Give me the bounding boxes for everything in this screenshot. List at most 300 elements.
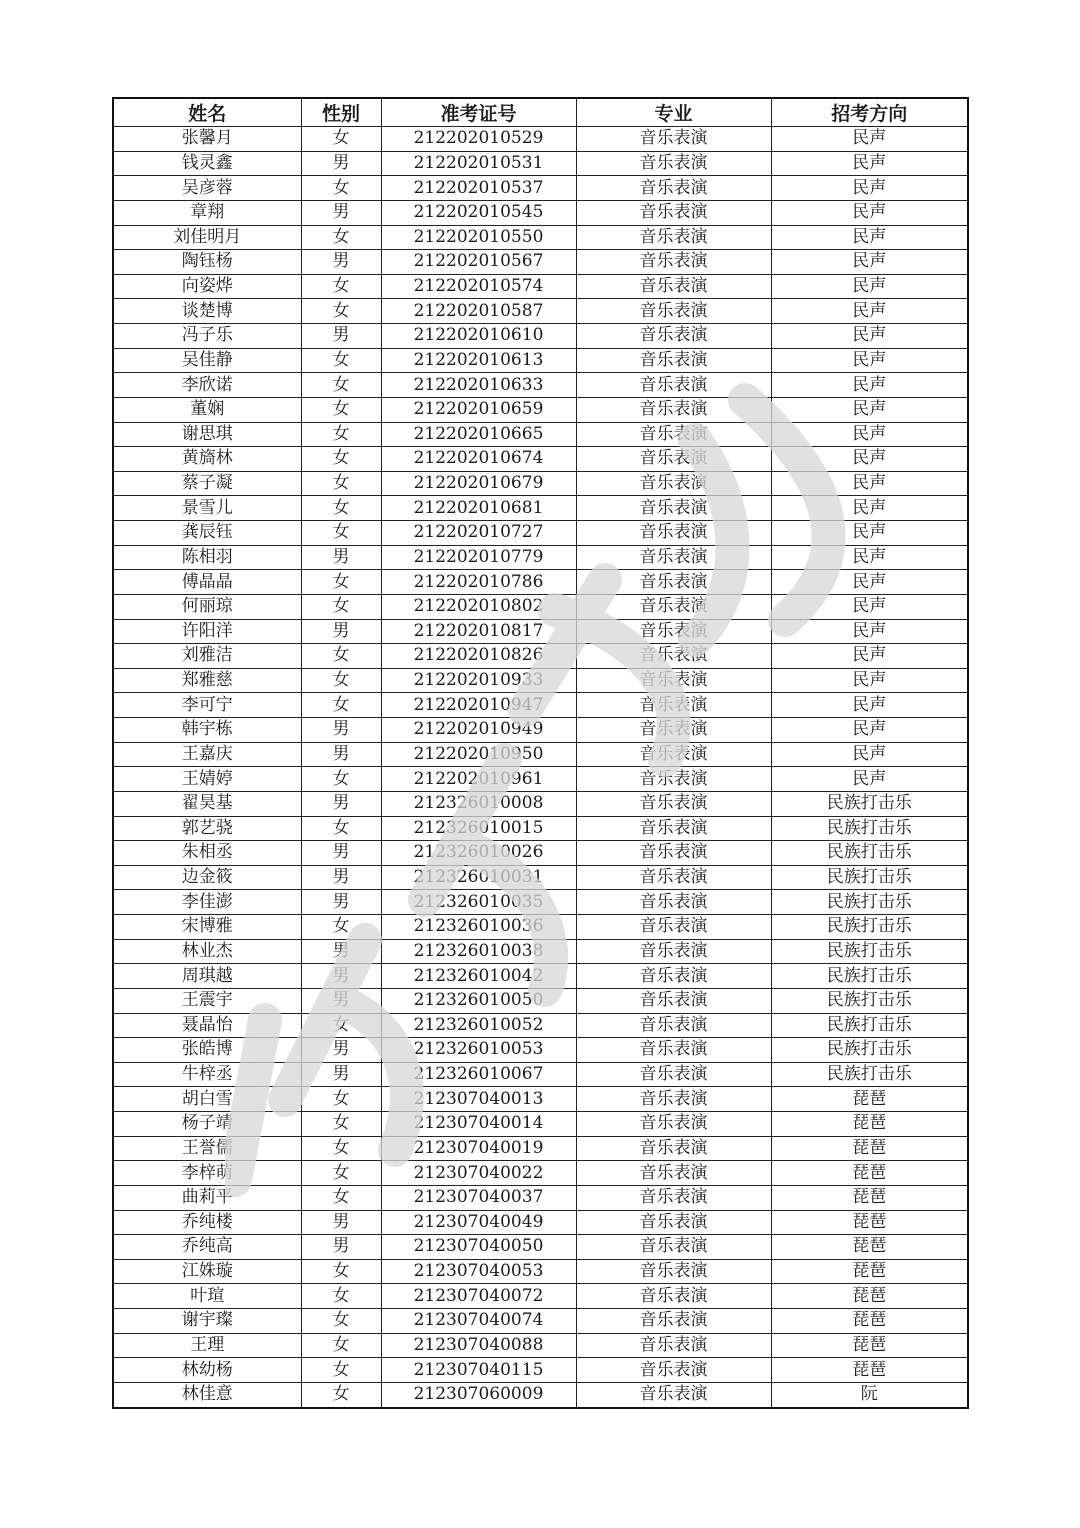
cell-name: 谢思琪 — [113, 422, 301, 447]
table-row — [113, 644, 968, 669]
table-row — [113, 1259, 968, 1284]
cell-major: 音乐表演 — [576, 274, 771, 299]
cell-major: 音乐表演 — [576, 447, 771, 472]
cell-name: 郭艺骁 — [113, 816, 301, 841]
cell-major: 音乐表演 — [576, 471, 771, 496]
cell-gender: 女 — [301, 299, 381, 324]
cell-exam-id: 212202010610 — [381, 324, 576, 349]
cell-exam-id: 212326010053 — [381, 1038, 576, 1063]
cell-gender: 女 — [301, 1013, 381, 1038]
cell-major: 音乐表演 — [576, 767, 771, 792]
cell-gender: 男 — [301, 1038, 381, 1063]
header-direction: 招考方向 — [771, 98, 968, 127]
cell-name: 宋博雅 — [113, 915, 301, 940]
cell-exam-id: 212307040037 — [381, 1185, 576, 1210]
cell-direction: 民声 — [771, 644, 968, 669]
cell-gender: 女 — [301, 422, 381, 447]
cell-name: 陈相羽 — [113, 545, 301, 570]
table-row — [113, 127, 968, 152]
cell-major: 音乐表演 — [576, 1038, 771, 1063]
cell-exam-id: 212202010826 — [381, 644, 576, 669]
cell-name: 江姝璇 — [113, 1259, 301, 1284]
cell-exam-id: 212202010933 — [381, 668, 576, 693]
cell-name: 王誉儒 — [113, 1136, 301, 1161]
cell-name: 李欣诺 — [113, 373, 301, 398]
table-row — [113, 422, 968, 447]
cell-direction: 民声 — [771, 422, 968, 447]
cell-exam-id: 212326010026 — [381, 841, 576, 866]
cell-gender: 男 — [301, 1210, 381, 1235]
cell-exam-id: 212307060009 — [381, 1382, 576, 1407]
cell-name: 钱灵鑫 — [113, 151, 301, 176]
cell-name: 李佳澎 — [113, 890, 301, 915]
cell-name: 谢宇璨 — [113, 1309, 301, 1334]
cell-name: 龚辰钰 — [113, 521, 301, 546]
cell-name: 黄旖林 — [113, 447, 301, 472]
cell-gender: 女 — [301, 693, 381, 718]
table-row — [113, 939, 968, 964]
cell-gender: 女 — [301, 447, 381, 472]
header-name: 姓名 — [113, 98, 301, 127]
cell-name: 翟昊基 — [113, 791, 301, 816]
cell-major: 音乐表演 — [576, 964, 771, 989]
cell-gender: 男 — [301, 791, 381, 816]
cell-direction: 民声 — [771, 570, 968, 595]
cell-name: 何丽琼 — [113, 594, 301, 619]
cell-direction: 民声 — [771, 447, 968, 472]
table-row — [113, 594, 968, 619]
cell-gender: 男 — [301, 964, 381, 989]
table-row — [113, 619, 968, 644]
cell-gender: 女 — [301, 348, 381, 373]
cell-direction: 阮 — [771, 1382, 968, 1407]
cell-name: 乔纯高 — [113, 1235, 301, 1260]
cell-gender: 女 — [301, 397, 381, 422]
cell-name: 张皓博 — [113, 1038, 301, 1063]
cell-gender: 女 — [301, 594, 381, 619]
cell-exam-id: 212202010947 — [381, 693, 576, 718]
cell-major: 音乐表演 — [576, 594, 771, 619]
cell-name: 陶钰杨 — [113, 250, 301, 275]
cell-exam-id: 212202010531 — [381, 151, 576, 176]
header-major: 专业 — [576, 98, 771, 127]
cell-direction: 琵琶 — [771, 1087, 968, 1112]
table-row — [113, 718, 968, 743]
cell-name: 刘雅洁 — [113, 644, 301, 669]
cell-direction: 琵琶 — [771, 1210, 968, 1235]
cell-gender: 男 — [301, 988, 381, 1013]
cell-direction: 民声 — [771, 693, 968, 718]
table-row — [113, 668, 968, 693]
cell-gender: 男 — [301, 200, 381, 225]
cell-major: 音乐表演 — [576, 1161, 771, 1186]
cell-gender: 女 — [301, 521, 381, 546]
cell-exam-id: 212307040022 — [381, 1161, 576, 1186]
table-row — [113, 348, 968, 373]
cell-name: 王震宇 — [113, 988, 301, 1013]
cell-name: 吴彦蓉 — [113, 176, 301, 201]
cell-gender: 女 — [301, 274, 381, 299]
table-row — [113, 693, 968, 718]
cell-major: 音乐表演 — [576, 668, 771, 693]
table-row — [113, 545, 968, 570]
table-body — [113, 127, 968, 1408]
cell-major: 音乐表演 — [576, 816, 771, 841]
table-row — [113, 1087, 968, 1112]
table-row — [113, 1358, 968, 1383]
cell-exam-id: 212202010779 — [381, 545, 576, 570]
cell-exam-id: 212307040115 — [381, 1358, 576, 1383]
table-row — [113, 1333, 968, 1358]
cell-name: 董娴 — [113, 397, 301, 422]
cell-direction: 民声 — [771, 668, 968, 693]
cell-exam-id: 212202010961 — [381, 767, 576, 792]
cell-name: 章翔 — [113, 200, 301, 225]
header-row — [113, 98, 968, 127]
cell-gender: 男 — [301, 865, 381, 890]
cell-exam-id: 212202010633 — [381, 373, 576, 398]
cell-exam-id: 212202010567 — [381, 250, 576, 275]
cell-exam-id: 212202010817 — [381, 619, 576, 644]
cell-gender: 女 — [301, 668, 381, 693]
cell-direction: 民族打击乐 — [771, 890, 968, 915]
cell-exam-id: 212307040013 — [381, 1087, 576, 1112]
table-row — [113, 151, 968, 176]
cell-major: 音乐表演 — [576, 348, 771, 373]
cell-direction: 民声 — [771, 545, 968, 570]
cell-exam-id: 212307040053 — [381, 1259, 576, 1284]
table-row — [113, 816, 968, 841]
cell-gender: 女 — [301, 1112, 381, 1137]
cell-name: 冯子乐 — [113, 324, 301, 349]
cell-exam-id: 212202010550 — [381, 225, 576, 250]
cell-exam-id: 212326010035 — [381, 890, 576, 915]
cell-exam-id: 212202010613 — [381, 348, 576, 373]
cell-name: 牛梓丞 — [113, 1062, 301, 1087]
table-row — [113, 1185, 968, 1210]
cell-direction: 琵琶 — [771, 1235, 968, 1260]
cell-gender: 女 — [301, 1309, 381, 1334]
cell-major: 音乐表演 — [576, 1284, 771, 1309]
cell-gender: 女 — [301, 816, 381, 841]
cell-gender: 女 — [301, 225, 381, 250]
cell-name: 林佳意 — [113, 1382, 301, 1407]
cell-major: 音乐表演 — [576, 1259, 771, 1284]
cell-direction: 民声 — [771, 594, 968, 619]
cell-name: 王婧婷 — [113, 767, 301, 792]
cell-exam-id: 212307040050 — [381, 1235, 576, 1260]
cell-gender: 女 — [301, 176, 381, 201]
cell-major: 音乐表演 — [576, 718, 771, 743]
cell-name: 傅晶晶 — [113, 570, 301, 595]
table-row — [113, 1284, 968, 1309]
cell-exam-id: 212307040074 — [381, 1309, 576, 1334]
cell-direction: 民族打击乐 — [771, 1038, 968, 1063]
cell-direction: 琵琶 — [771, 1333, 968, 1358]
cell-gender: 女 — [301, 496, 381, 521]
cell-name: 张馨月 — [113, 127, 301, 152]
cell-gender: 女 — [301, 1087, 381, 1112]
table-row — [113, 496, 968, 521]
cell-major: 音乐表演 — [576, 299, 771, 324]
table-row — [113, 964, 968, 989]
cell-direction: 民声 — [771, 521, 968, 546]
cell-major: 音乐表演 — [576, 644, 771, 669]
cell-major: 音乐表演 — [576, 1112, 771, 1137]
table-row — [113, 1210, 968, 1235]
cell-major: 音乐表演 — [576, 841, 771, 866]
cell-gender: 女 — [301, 1136, 381, 1161]
cell-direction: 琵琶 — [771, 1309, 968, 1334]
cell-exam-id: 212307040072 — [381, 1284, 576, 1309]
cell-gender: 男 — [301, 939, 381, 964]
table-row — [113, 570, 968, 595]
cell-exam-id: 212202010786 — [381, 570, 576, 595]
table-row — [113, 1112, 968, 1137]
cell-gender: 女 — [301, 644, 381, 669]
cell-direction: 民声 — [771, 718, 968, 743]
cell-gender: 男 — [301, 1235, 381, 1260]
cell-gender: 女 — [301, 1161, 381, 1186]
cell-direction: 民族打击乐 — [771, 841, 968, 866]
cell-direction: 琵琶 — [771, 1136, 968, 1161]
table-row — [113, 1013, 968, 1038]
cell-exam-id: 212202010949 — [381, 718, 576, 743]
cell-name: 许阳洋 — [113, 619, 301, 644]
cell-exam-id: 212326010052 — [381, 1013, 576, 1038]
cell-name: 李梓萌 — [113, 1161, 301, 1186]
cell-major: 音乐表演 — [576, 496, 771, 521]
cell-major: 音乐表演 — [576, 865, 771, 890]
cell-direction: 民声 — [771, 299, 968, 324]
cell-name: 林业杰 — [113, 939, 301, 964]
cell-direction: 民族打击乐 — [771, 791, 968, 816]
cell-gender: 男 — [301, 1062, 381, 1087]
cell-name: 杨子靖 — [113, 1112, 301, 1137]
cell-gender: 女 — [301, 127, 381, 152]
cell-direction: 民声 — [771, 176, 968, 201]
cell-gender: 女 — [301, 1259, 381, 1284]
table-row — [113, 890, 968, 915]
cell-direction: 民声 — [771, 200, 968, 225]
cell-exam-id: 212326010008 — [381, 791, 576, 816]
table-row — [113, 791, 968, 816]
cell-direction: 民族打击乐 — [771, 964, 968, 989]
cell-exam-id: 212326010042 — [381, 964, 576, 989]
cell-major: 音乐表演 — [576, 151, 771, 176]
cell-gender: 女 — [301, 1333, 381, 1358]
cell-direction: 琵琶 — [771, 1185, 968, 1210]
cell-exam-id: 212326010031 — [381, 865, 576, 890]
cell-major: 音乐表演 — [576, 1333, 771, 1358]
cell-gender: 女 — [301, 570, 381, 595]
cell-gender: 女 — [301, 1358, 381, 1383]
cell-major: 音乐表演 — [576, 176, 771, 201]
cell-exam-id: 212202010545 — [381, 200, 576, 225]
cell-gender: 男 — [301, 324, 381, 349]
cell-gender: 男 — [301, 841, 381, 866]
cell-gender: 女 — [301, 1284, 381, 1309]
cell-direction: 民族打击乐 — [771, 865, 968, 890]
cell-major: 音乐表演 — [576, 791, 771, 816]
cell-direction: 民族打击乐 — [771, 988, 968, 1013]
cell-major: 音乐表演 — [576, 570, 771, 595]
table-row — [113, 1309, 968, 1334]
cell-name: 景雪儿 — [113, 496, 301, 521]
cell-gender: 女 — [301, 1185, 381, 1210]
cell-major: 音乐表演 — [576, 324, 771, 349]
cell-gender: 男 — [301, 619, 381, 644]
cell-exam-id: 212326010036 — [381, 915, 576, 940]
cell-major: 音乐表演 — [576, 890, 771, 915]
cell-major: 音乐表演 — [576, 1210, 771, 1235]
cell-gender: 女 — [301, 373, 381, 398]
cell-direction: 民族打击乐 — [771, 816, 968, 841]
cell-name: 林幼杨 — [113, 1358, 301, 1383]
cell-exam-id: 212202010665 — [381, 422, 576, 447]
cell-direction: 民声 — [771, 225, 968, 250]
table-row — [113, 176, 968, 201]
cell-direction: 民声 — [771, 619, 968, 644]
cell-direction: 民声 — [771, 324, 968, 349]
cell-major: 音乐表演 — [576, 422, 771, 447]
cell-direction: 民族打击乐 — [771, 1013, 968, 1038]
cell-major: 音乐表演 — [576, 373, 771, 398]
cell-exam-id: 212202010674 — [381, 447, 576, 472]
cell-name: 郑雅慈 — [113, 668, 301, 693]
cell-name: 韩宇栋 — [113, 718, 301, 743]
cell-exam-id: 212202010659 — [381, 397, 576, 422]
cell-gender: 男 — [301, 718, 381, 743]
cell-name: 叶瑄 — [113, 1284, 301, 1309]
cell-major: 音乐表演 — [576, 915, 771, 940]
cell-name: 王理 — [113, 1333, 301, 1358]
cell-gender: 女 — [301, 915, 381, 940]
cell-direction: 琵琶 — [771, 1112, 968, 1137]
cell-direction: 民声 — [771, 127, 968, 152]
cell-name: 李可宁 — [113, 693, 301, 718]
admission-list-table — [112, 97, 969, 1409]
table-row — [113, 200, 968, 225]
cell-gender: 男 — [301, 890, 381, 915]
cell-gender: 女 — [301, 767, 381, 792]
cell-major: 音乐表演 — [576, 1382, 771, 1407]
cell-direction: 琵琶 — [771, 1161, 968, 1186]
cell-gender: 男 — [301, 250, 381, 275]
cell-name: 边金筱 — [113, 865, 301, 890]
cell-exam-id: 212326010050 — [381, 988, 576, 1013]
table-row — [113, 225, 968, 250]
cell-exam-id: 212326010067 — [381, 1062, 576, 1087]
cell-exam-id: 212202010950 — [381, 742, 576, 767]
cell-major: 音乐表演 — [576, 693, 771, 718]
cell-major: 音乐表演 — [576, 1062, 771, 1087]
table-row — [113, 1136, 968, 1161]
cell-name: 蔡子凝 — [113, 471, 301, 496]
cell-major: 音乐表演 — [576, 1136, 771, 1161]
cell-name: 周琪越 — [113, 964, 301, 989]
table-row — [113, 447, 968, 472]
cell-name: 谈楚博 — [113, 299, 301, 324]
cell-direction: 民声 — [771, 373, 968, 398]
cell-exam-id: 212202010802 — [381, 594, 576, 619]
cell-gender: 男 — [301, 151, 381, 176]
table-row — [113, 1161, 968, 1186]
cell-major: 音乐表演 — [576, 200, 771, 225]
cell-direction: 民族打击乐 — [771, 939, 968, 964]
cell-major: 音乐表演 — [576, 250, 771, 275]
cell-exam-id: 212202010574 — [381, 274, 576, 299]
cell-direction: 民声 — [771, 250, 968, 275]
cell-direction: 琵琶 — [771, 1259, 968, 1284]
cell-major: 音乐表演 — [576, 545, 771, 570]
cell-gender: 男 — [301, 742, 381, 767]
cell-exam-id: 212202010587 — [381, 299, 576, 324]
cell-major: 音乐表演 — [576, 127, 771, 152]
cell-exam-id: 212326010015 — [381, 816, 576, 841]
cell-exam-id: 212307040049 — [381, 1210, 576, 1235]
header-gender: 性别 — [301, 98, 381, 127]
cell-major: 音乐表演 — [576, 1235, 771, 1260]
cell-gender: 男 — [301, 545, 381, 570]
cell-name: 曲莉平 — [113, 1185, 301, 1210]
table-row — [113, 1382, 968, 1407]
cell-direction: 民族打击乐 — [771, 915, 968, 940]
cell-direction: 民声 — [771, 151, 968, 176]
table-row — [113, 373, 968, 398]
cell-direction: 民声 — [771, 471, 968, 496]
table-header — [113, 98, 968, 127]
cell-name: 聂晶怡 — [113, 1013, 301, 1038]
cell-direction: 民声 — [771, 348, 968, 373]
cell-major: 音乐表演 — [576, 619, 771, 644]
cell-name: 乔纯楼 — [113, 1210, 301, 1235]
cell-name: 胡白雪 — [113, 1087, 301, 1112]
table-row — [113, 988, 968, 1013]
table-row — [113, 521, 968, 546]
cell-exam-id: 212202010681 — [381, 496, 576, 521]
table-row — [113, 1235, 968, 1260]
cell-direction: 民声 — [771, 767, 968, 792]
table-row — [113, 1062, 968, 1087]
cell-direction: 民声 — [771, 397, 968, 422]
table-row — [113, 1038, 968, 1063]
cell-exam-id: 212307040019 — [381, 1136, 576, 1161]
table-row — [113, 471, 968, 496]
cell-direction: 民族打击乐 — [771, 1062, 968, 1087]
table-row — [113, 742, 968, 767]
table-row — [113, 299, 968, 324]
cell-name: 向姿烨 — [113, 274, 301, 299]
cell-gender: 女 — [301, 471, 381, 496]
cell-exam-id: 212202010727 — [381, 521, 576, 546]
cell-direction: 民声 — [771, 742, 968, 767]
cell-name: 王嘉庆 — [113, 742, 301, 767]
cell-major: 音乐表演 — [576, 225, 771, 250]
cell-direction: 民声 — [771, 274, 968, 299]
cell-exam-id: 212202010679 — [381, 471, 576, 496]
cell-major: 音乐表演 — [576, 1185, 771, 1210]
header-exam-id: 准考证号 — [381, 98, 576, 127]
cell-major: 音乐表演 — [576, 939, 771, 964]
cell-major: 音乐表演 — [576, 1309, 771, 1334]
table-row — [113, 274, 968, 299]
cell-major: 音乐表演 — [576, 988, 771, 1013]
cell-major: 音乐表演 — [576, 1013, 771, 1038]
cell-direction: 琵琶 — [771, 1284, 968, 1309]
cell-major: 音乐表演 — [576, 521, 771, 546]
table-row — [113, 324, 968, 349]
